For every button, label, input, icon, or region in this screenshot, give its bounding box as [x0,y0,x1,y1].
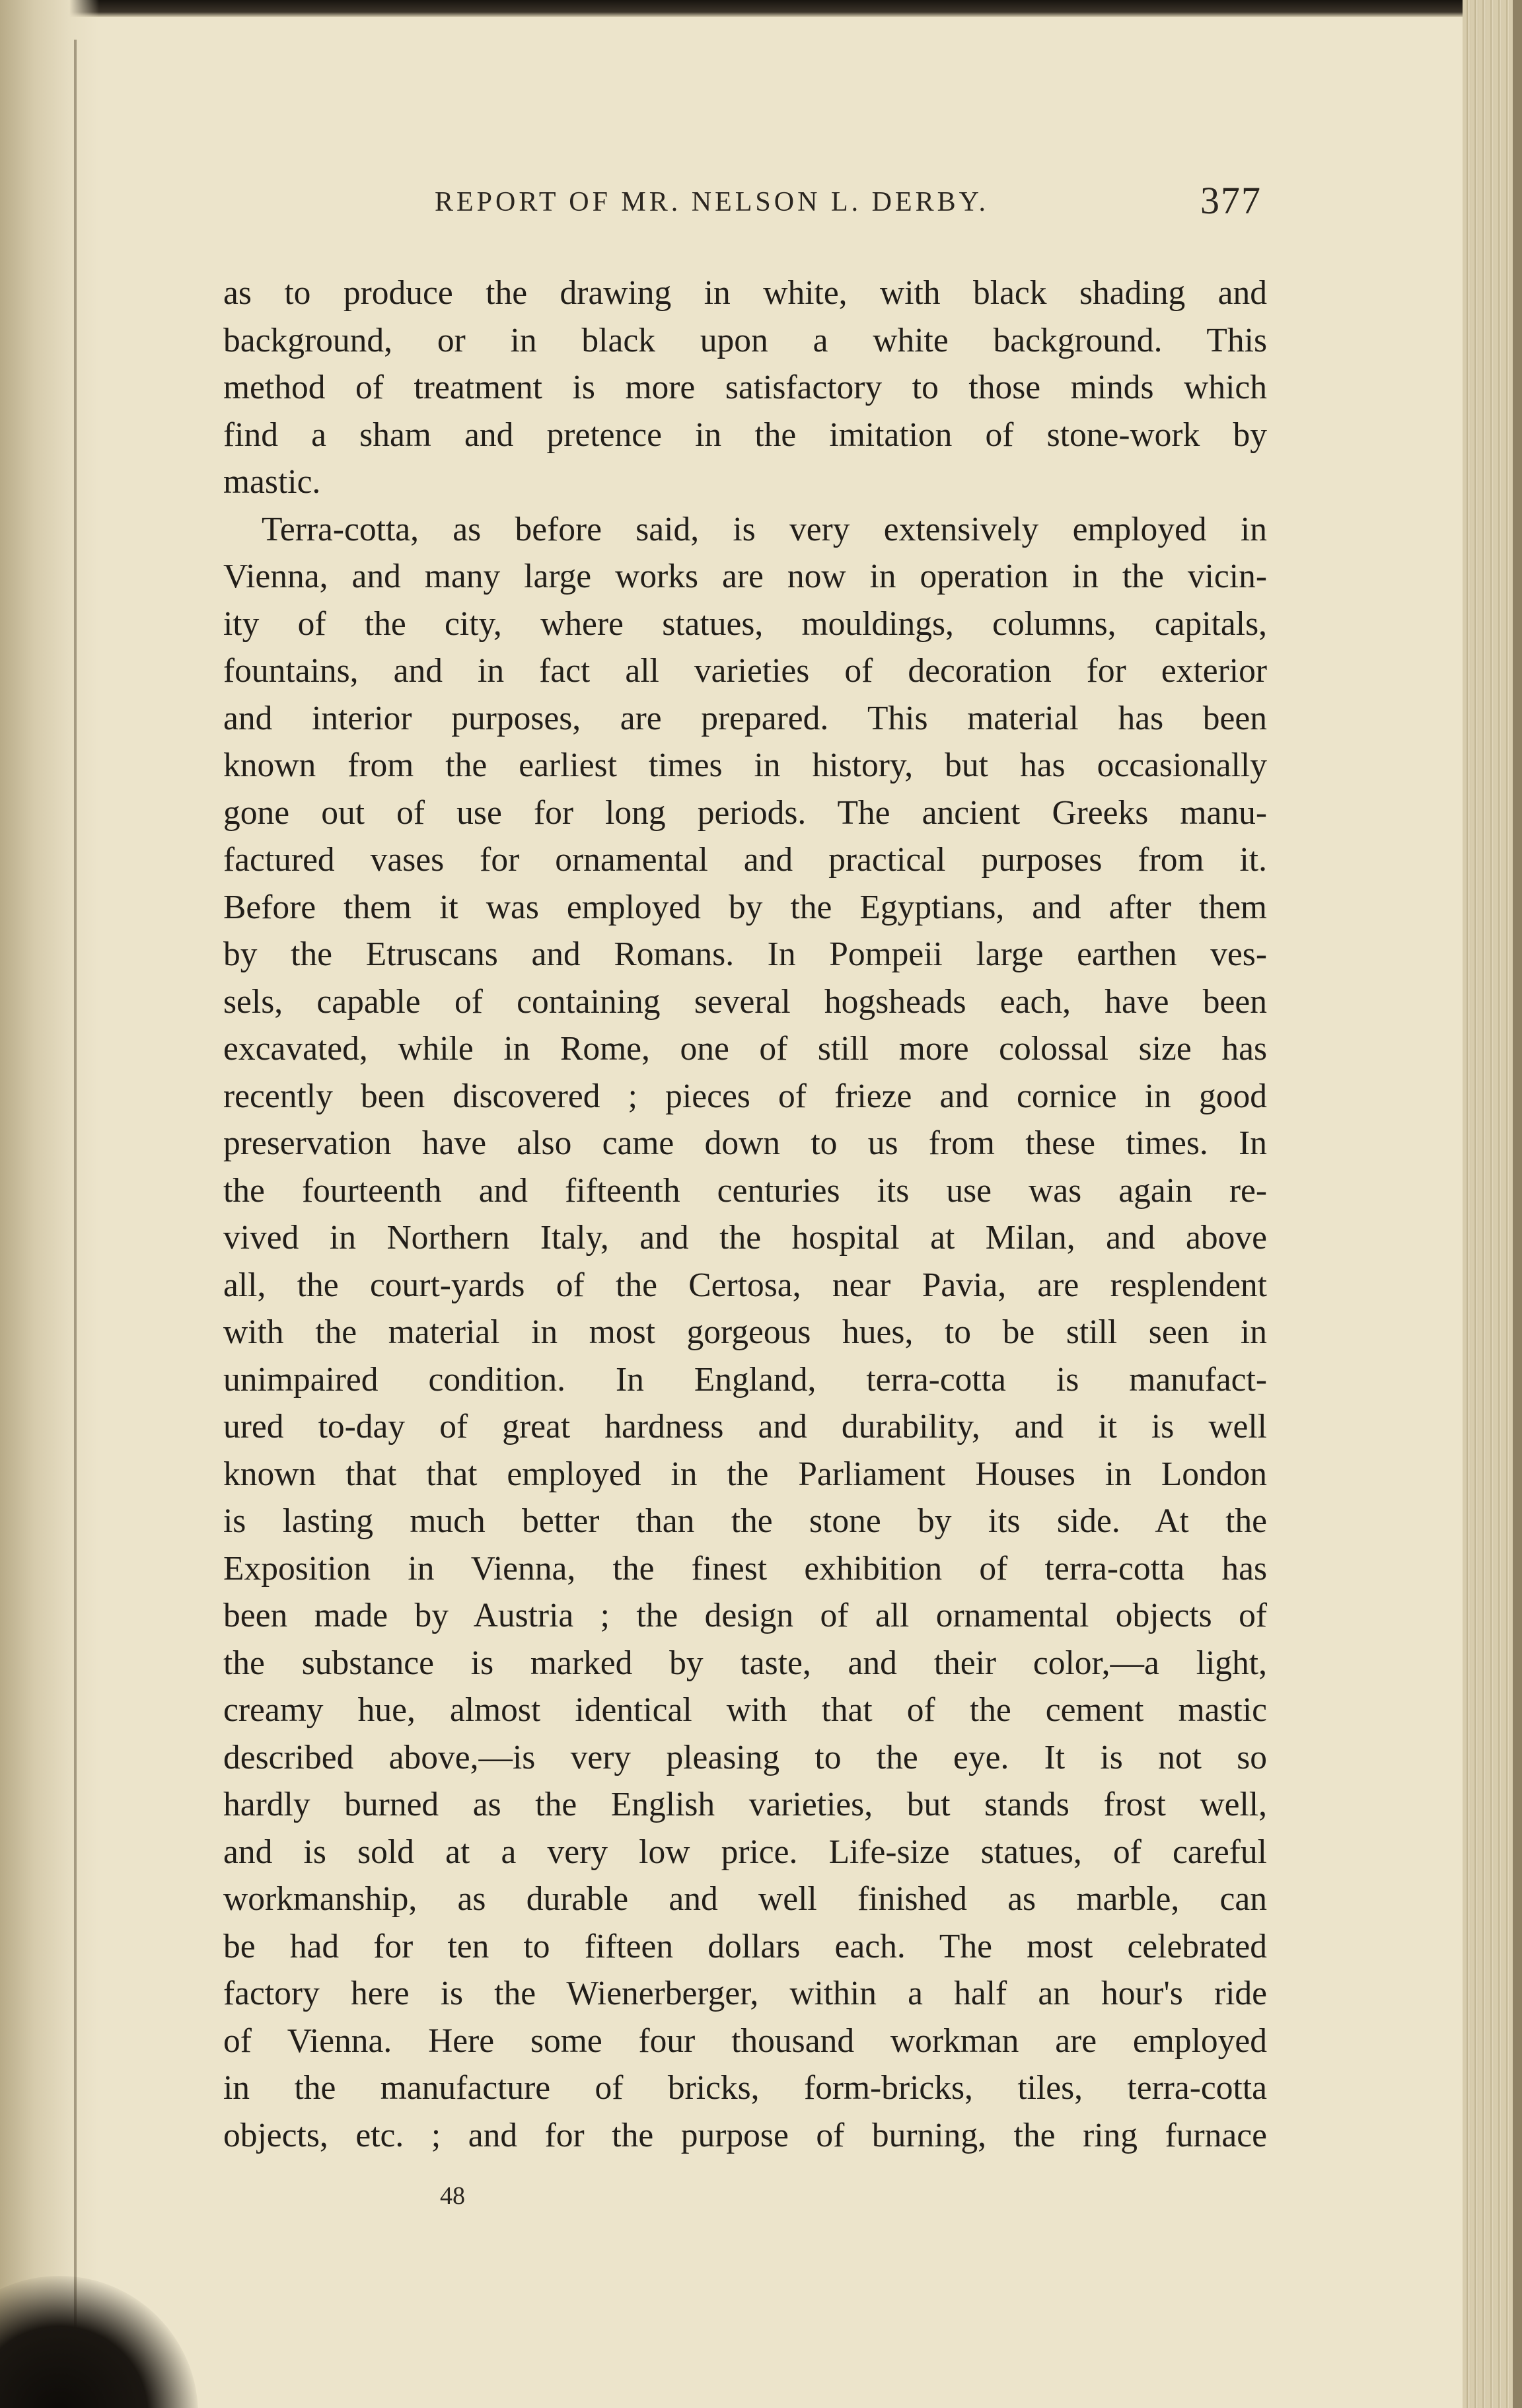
text-line: and interior purposes, are prepared. This material has been [223,699,1267,737]
text-line: be had for ten to fifteen dollars each. The most celebrated [223,1927,1267,1965]
text-line: objects, etc. ; and for the purpose of burning, the ring furnace [223,2116,1267,2154]
text-line: excavated, while in Rome, one of still more colossal size has [223,1030,1267,1068]
text-line: Exposition in Vienna, the finest exhibition of terra-cotta has [223,1549,1267,1587]
text-line: by the Etruscans and Romans. In Pompeii large earthen ves- [223,935,1267,973]
text-line: of Vienna. Here some four thousand workman are employed [223,2022,1267,2060]
text-line: creamy hue, almost identical with that of the cement mastic [223,1691,1267,1729]
running-head-title: REPORT OF MR. NELSON L. DERBY. [435,187,990,217]
text-line: Before them it was employed by the Egyptians, and after them [223,888,1267,926]
text-line: the substance is marked by taste, and their color,—a light, [223,1644,1267,1682]
text-line: hardly burned as the English varieties, but stands frost well, [223,1786,1267,1823]
text-line: known that that employed in the Parliament Houses in London [223,1455,1267,1493]
text-line: preservation have also came down to us from these times. In [223,1124,1267,1162]
text-line: factured vases for ornamental and practical purposes from it. [223,841,1267,879]
top-page-edge [0,0,1522,17]
text-line: fountains, and in fact all varieties of decoration for exterior [223,652,1267,690]
text-line: background, or in black upon a white background. This [223,321,1267,359]
text-line: factory here is the Wienerberger, within a half an hour's ride [223,1975,1267,2012]
text-line: sels, capable of containing several hogsheads each, have been [223,982,1267,1021]
binding-line [74,40,77,2408]
corner-shadow [0,2276,198,2408]
text-line: method of treatment is more satisfactory to those minds which [223,369,1267,406]
text-line: find a sham and pretence in the imitation of stone-work by [223,416,1267,454]
text-line: unimpaired condition. In England, terra-cotta is manufact- [223,1360,1267,1399]
body-text [223,270,1267,2159]
text-line: with the material in most gorgeous hues, to be still seen in [223,1313,1267,1351]
text-line: described above,—is very pleasing to the eye. It is not so [223,1738,1267,1776]
text-line: vived in Northern Italy, and the hospital at Milan, and above [223,1219,1267,1257]
text-line: in the manufacture of bricks, form-bricks, tiles, terra-cotta [223,2069,1267,2107]
text-line: workmanship, as durable and well finished as marble, can [223,1880,1267,1918]
text-line: been made by Austria ; the design of all ornamental objects of [223,1597,1267,1634]
text-line: ured to-day of great hardness and durability, and it is well [223,1408,1267,1445]
page-number: 377 [1200,179,1262,222]
running-head [218,178,1262,231]
text-line: all, the court-yards of the Certosa, near Pavia, are resplendent [223,1266,1267,1304]
text-line: is lasting much better than the stone by its side. At the [223,1502,1267,1540]
text-line: mastic. [223,463,321,501]
text-line: the fourteenth and fifteenth centuries its use was again re- [223,1171,1267,1210]
text-line: gone out of use for long periods. The ancient Greeks manu- [223,793,1267,832]
text-line: as to produce the drawing in white, with black shading and [223,274,1267,312]
gutter-shadow [0,0,99,2408]
text-line: and is sold at a very low price. Life-size statues, of careful [223,1833,1267,1871]
text-line: Terra-cotta, as before said, is very extensively employed in [262,510,1267,548]
text-line: ity of the city, where statues, mouldings, columns, capitals, [223,604,1267,643]
text-line: Vienna, and many large works are now in operation in the vicin- [223,558,1267,595]
signature-mark: 48 [440,2182,465,2210]
text-line: known from the earliest times in history, but has occasionally [223,747,1267,784]
stacked-page-edges-dark [1513,0,1522,2408]
text-line: recently been discovered ; pieces of frieze and cornice in good [223,1077,1267,1115]
